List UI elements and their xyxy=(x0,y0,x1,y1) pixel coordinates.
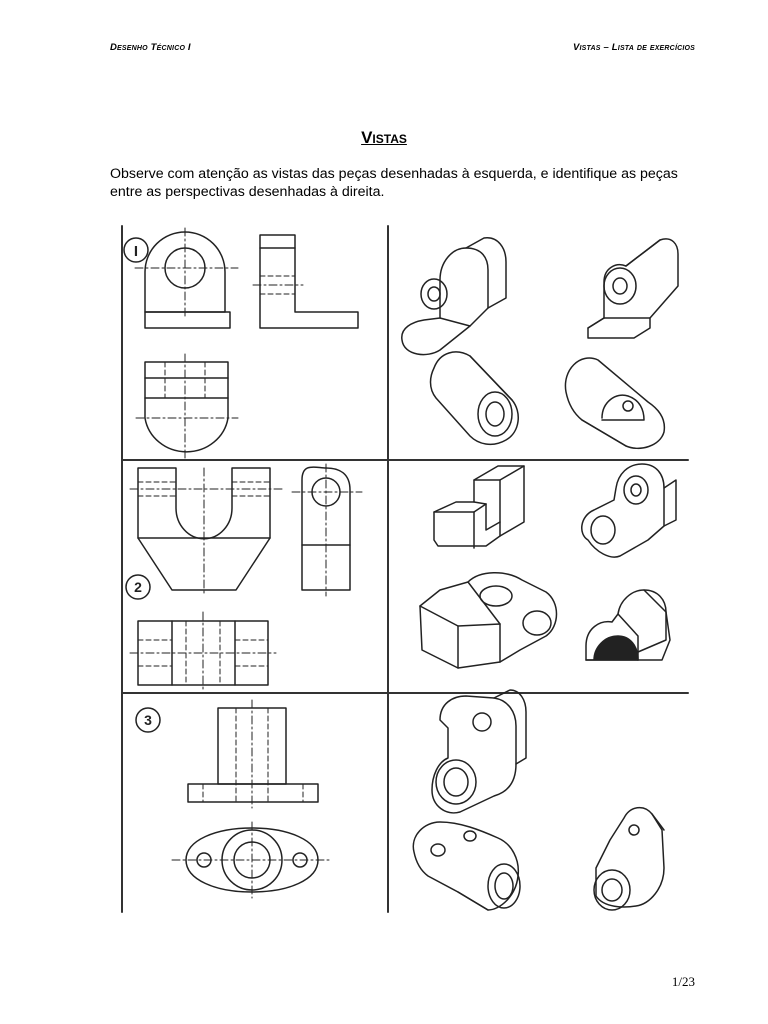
exercise-2-number: 2 xyxy=(134,579,142,595)
perspective-3a xyxy=(432,690,526,813)
perspective-1c xyxy=(431,352,519,444)
perspective-2d xyxy=(586,590,670,660)
perspective-2c xyxy=(420,573,557,668)
instructions-paragraph: Observe com atenção as vistas das peças desenhadas à esquerda, e identifique as peças entre as perspectivas desenhadas à direita. xyxy=(110,166,678,200)
exercise-3-number-badge xyxy=(136,708,160,732)
exercise-2-number-badge xyxy=(126,575,150,599)
exercise-2-top-view xyxy=(130,612,276,692)
exercise-1-number: I xyxy=(133,243,139,260)
perspective-3b xyxy=(413,822,520,910)
header-course-title: Desenho Técnico I xyxy=(110,42,191,53)
perspective-1b xyxy=(588,239,678,338)
exercise-1-number-badge xyxy=(124,238,148,262)
exercise-1-side-view xyxy=(253,235,358,328)
perspective-3c xyxy=(594,808,664,910)
exercise-3-front-view xyxy=(188,700,318,808)
exercise-3-number: 3 xyxy=(144,712,152,728)
exercise-2-front-view xyxy=(130,468,282,596)
perspective-1a xyxy=(402,238,506,355)
exercise-1-front-view xyxy=(135,228,238,328)
perspective-2b xyxy=(582,464,676,557)
exercise-1-top-view xyxy=(136,354,238,460)
perspective-2a xyxy=(434,466,524,548)
page-number: 1/23 xyxy=(671,974,695,989)
page-title: Vistas xyxy=(361,128,407,147)
exercise-3-top-view xyxy=(172,822,332,898)
perspective-1d xyxy=(565,358,664,448)
exercise-2-side-view xyxy=(292,464,362,596)
header-section-title: Vistas – Lista de exercícios xyxy=(573,42,695,53)
